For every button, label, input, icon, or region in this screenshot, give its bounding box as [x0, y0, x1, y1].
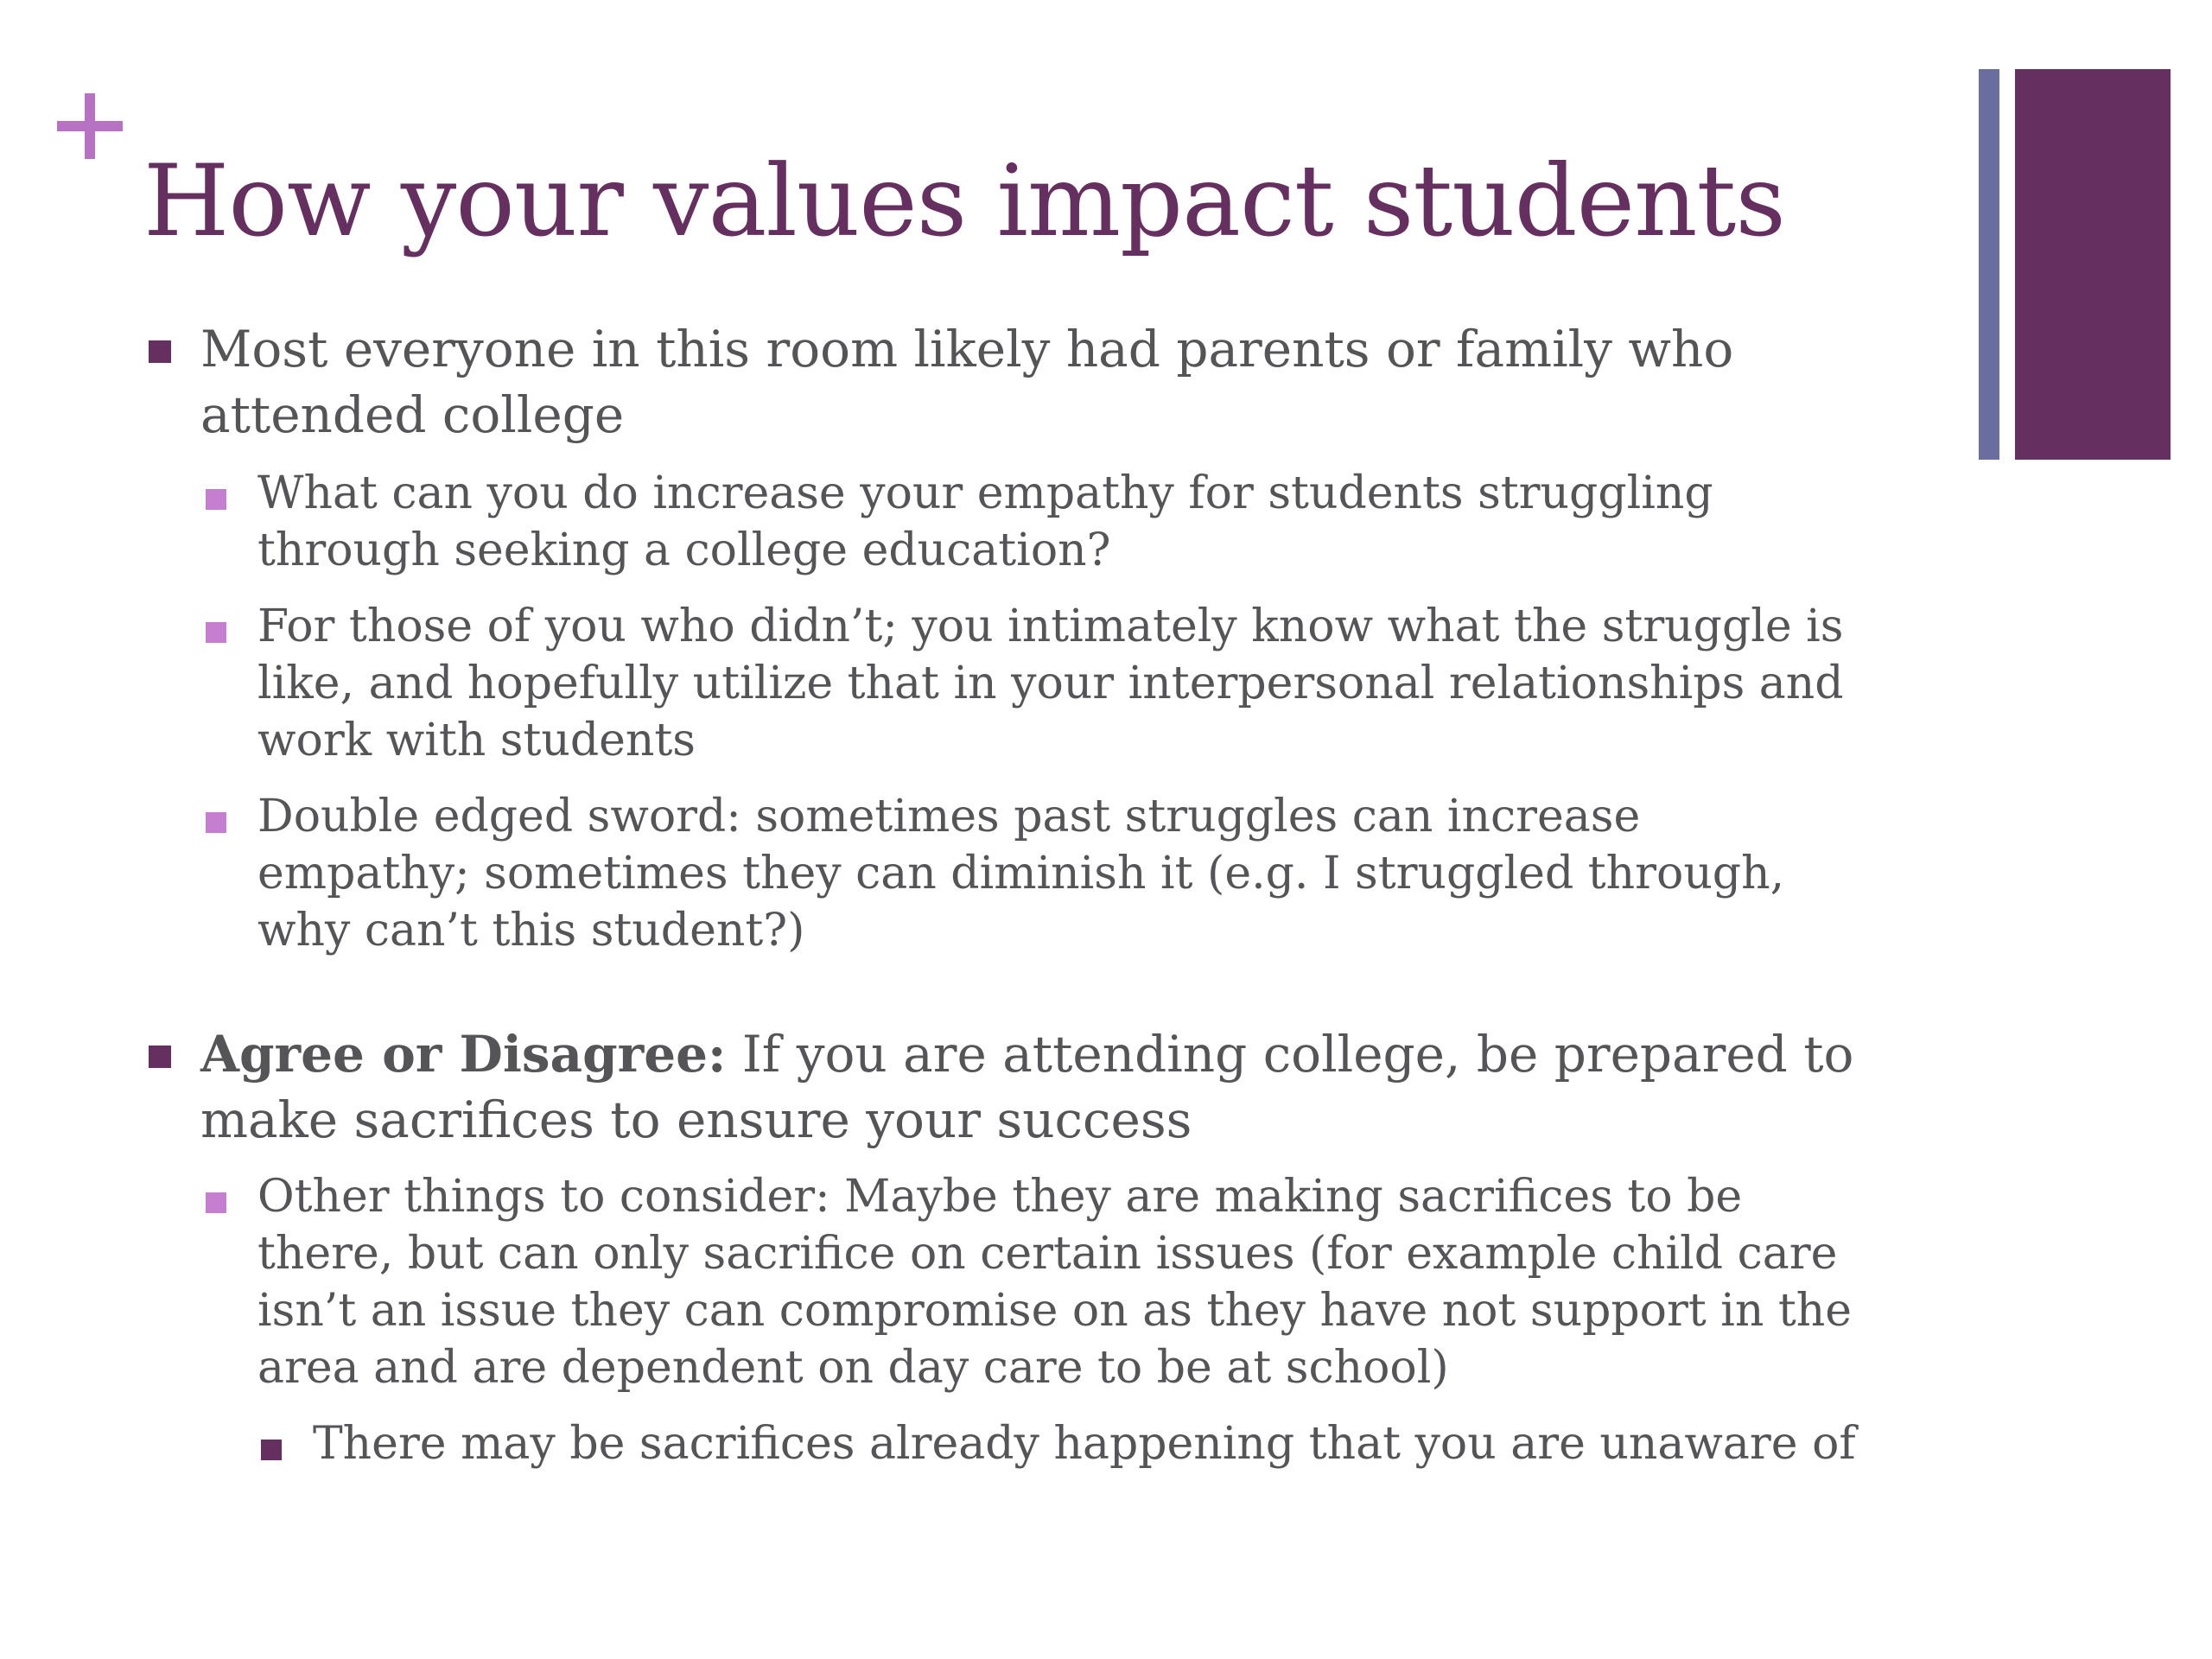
bullet-marker	[261, 1440, 282, 1460]
bullet-item: Most everyone in this room likely had parents or family who attended college	[200, 320, 1734, 444]
bullet-item: Other things to consider: Maybe they are making sacrifices to be there, but can only sacrifice on certain issues (for example child care isn’t an issue they can compromise on as they have not support in the area and are dependent on day care to be at school)	[257, 1171, 1853, 1394]
bullet-marker	[149, 1046, 171, 1068]
bullet-marker	[206, 489, 226, 510]
accent-bar-thick	[2015, 69, 2171, 460]
bullet-text: If you are attending college, be prepared to make sacrifices to ensure your success	[200, 1025, 1854, 1149]
bullet-lead: Agree or Disagree:	[200, 1025, 727, 1084]
plus-icon-vertical	[85, 93, 95, 159]
bullet-item: Double edged sword: sometimes past struggles can increase empathy; sometimes they can diminish it (e.g. I struggled through, why can’t this student?)	[257, 791, 1785, 957]
bullet-marker	[206, 622, 226, 643]
bullet-marker	[149, 340, 171, 363]
bullet-marker	[206, 1192, 226, 1213]
bullet-item: There may be sacrifices already happening that you are unaware of	[313, 1418, 1856, 1470]
slide-title: How your values impact students	[143, 143, 1785, 258]
bullet-marker	[206, 812, 226, 833]
bullet-item	[200, 1021, 1929, 1153]
bullet-item: What can you do increase your empathy for students struggling through seeking a college education?	[257, 467, 1713, 576]
bullet-item: For those of you who didn’t; you intimately know what the struggle is like, and hopefully utilize that in your interpersonal relationships and work with students	[257, 601, 1844, 766]
accent-bar-thin	[1979, 69, 1999, 460]
plus-icon	[57, 93, 123, 159]
